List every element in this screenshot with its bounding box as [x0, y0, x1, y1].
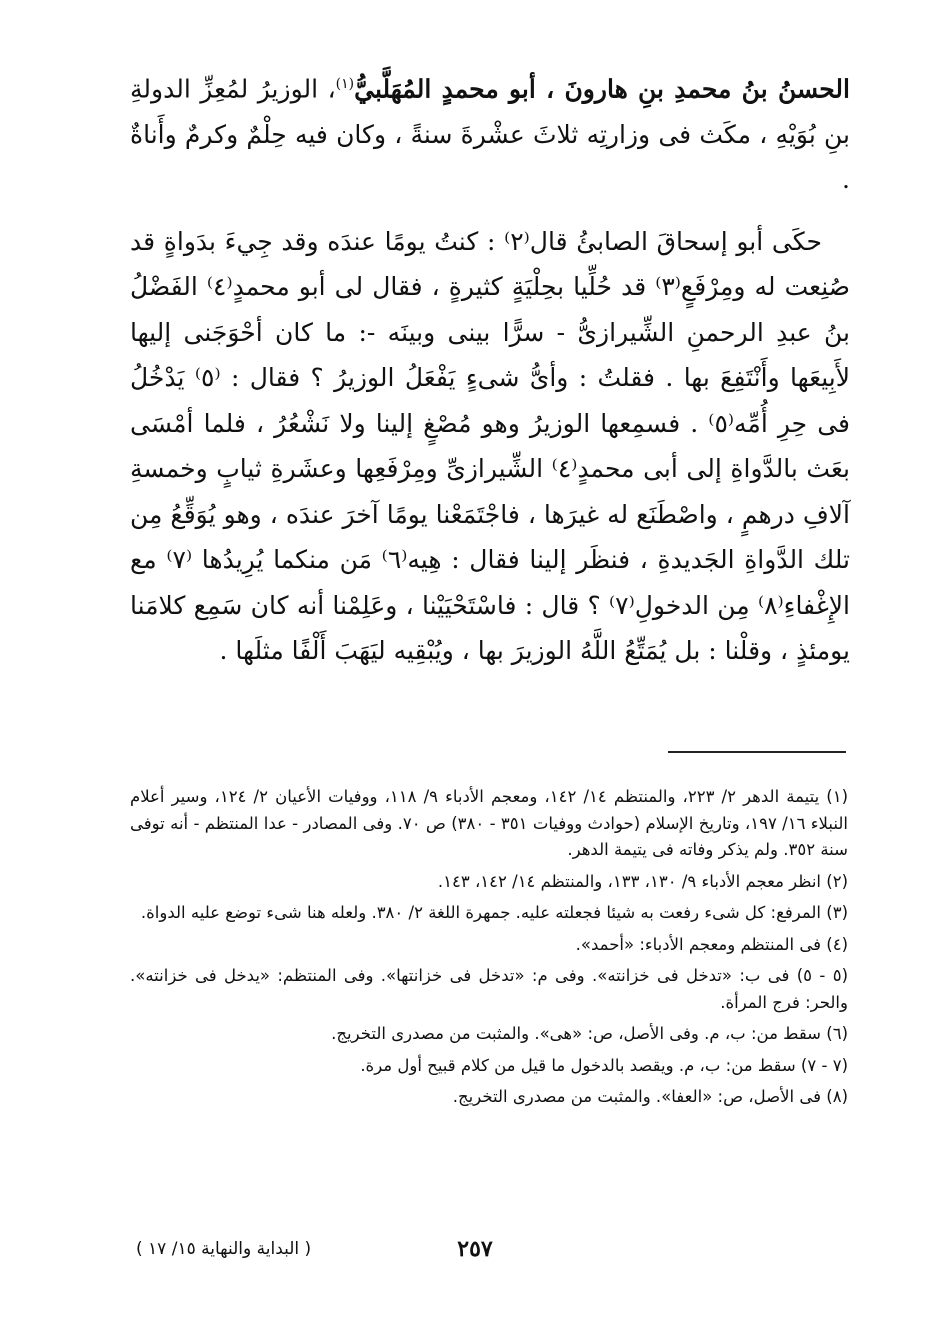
running-title: ( البداية والنهاية ١٥/ ١٧ ) [136, 1239, 312, 1259]
footnotes [130, 784, 848, 1116]
footnote-separator [668, 751, 846, 753]
entry-heading: الحسنُ بنُ محمدِ بنِ هارونَ ، أبو محمدٍ المُهَلَّبيُّ [354, 74, 850, 104]
footnote-marker: (١) [335, 76, 355, 92]
footnote-2: (٢) انظر معجم الأدباء ٩/ ١٣٠، ١٣٣، والمنتظم ١٤/ ١٤٢، ١٤٣. [437, 871, 848, 891]
footnote-1: (١) يتيمة الدهر ٢/ ٢٢٣، والمنتظم ١٤/ ١٤٢، ومعجم الأدباء ٩/ ١١٨، ووفيات الأعيان ٢/ ١٢٤، وسير أعلام النبلاء ١٦/ ١٩٧، وتاريخ الإسلام (حوادث ووفيات ٣٥١ - ٣٨٠) ص ٧٠. وفى المصادر - عدا المنتظم - أنه توفى سنة ٣٥٢. ولم يذكر وفاته فى يتيمة الدهر. [130, 787, 849, 859]
main-text [130, 62, 850, 674]
footnote-8: (٨) فى الأصل، ص: «العفا». والمثبت من مصدرى التخريج. [452, 1087, 848, 1106]
anecdote-paragraph: حكَى أبو إسحاقَ الصابئُ قال⁽٢⁾ : كنتُ يومًا عندَه وقد جِيءَ بدَواةٍ قد صُنِعت له ومِرْفَعٍ⁽٣⁾ قد حُلِّيا بحِلْيَةٍ كثيرةٍ ، فقال لى أبو محمدٍ⁽٤⁾ الفَضْلُ بنُ عبدِ الرحمنِ الشِّيرازىُّ - سرًّا بينى وبينَه -: ما كان أحْوَجَنى إليها لأَبِيعَها وأَنْتَفِعَ بها . فقلتُ : وأىُّ شىءٍ يَفْعَلُ الوزيرُ ؟ فقال : ⁽٥⁾ يَدْخُلُ فى حِرِ أُمِّه⁽٥⁾ . فسمِعها الوزيرُ وهو مُصْغٍ إلينا ولا نَشْعُرُ ، فلما أمْسَى بعَث بالدَّواةِ إلى أبى محمدٍ⁽٤⁾ الشِّيرازىِّ ومِرْفَعِها وعشَرةِ ثيابٍ وخمسةِ آلافِ درهمٍ ، واصْطَنَع له غيرَها ، فاجْتَمَعْنا يومًا آخرَ عندَه ، وهو يُوَقِّعُ مِن تلك الدَّواةِ الجَديدةِ ، فنظَر إلينا فقال : هِيه⁽٦⁾ مَن منكما يُرِيدُها ⁽٧⁾ مع الإِغْفاءِ⁽٨⁾ مِن الدخولِ⁽٧⁾ ؟ قال : فاسْتَحْيَيْنا ، وعَلِمْنا أنه كان سَمِع كلامَنا يومئذٍ ، وقلْنا : بل يُمَتِّعُ اللَّهُ الوزيرَ بها ، ويُبْقِيه ليَهَبَ أَلْفًا مثلَها . [130, 226, 850, 666]
footnote-7: (٧ - ٧) سقط من: ب، م. ويقصد بالدخول ما قيل من كلام قبيح أول مرة. [360, 1055, 848, 1075]
footnote-6: (٦) سقط من: ب، م. وفى الأصل، ص: «هى». والمثبت من مصدرى التخريج. [331, 1024, 848, 1043]
page-footer [0, 1236, 944, 1268]
footnote-3: (٣) المرفع: كل شىء رفعت به شيئا فجعلته عليه. جمهرة اللغة ٢/ ٣٨٠. ولعله هنا شىء توضع عليه الدواة. [140, 903, 848, 922]
footnote-5: (٥ - ٥) فى ب: «تدخل فى خزانته». وفى م: «تدخل فى خزانتها». وفى المنتظم: «يدخل فى خزانته». والحر: فرج المرأة. [130, 966, 848, 1012]
entry-paragraph [130, 62, 850, 203]
entry-intro: ، الوزيرُ لمُعِزِّ الدولةِ بنِ بُوَيْهِ ، مكَث فى وزارتِه ثلاثَ عشْرةَ سنةً ، وكان فيه حِلْمٌ وكرمٌ وأَناةٌ . [130, 74, 850, 195]
page-number: ٢٥٧ [457, 1236, 493, 1262]
footnote-4: (٤) فى المنتظم ومعجم الأدباء: «أحمد». [575, 934, 848, 954]
